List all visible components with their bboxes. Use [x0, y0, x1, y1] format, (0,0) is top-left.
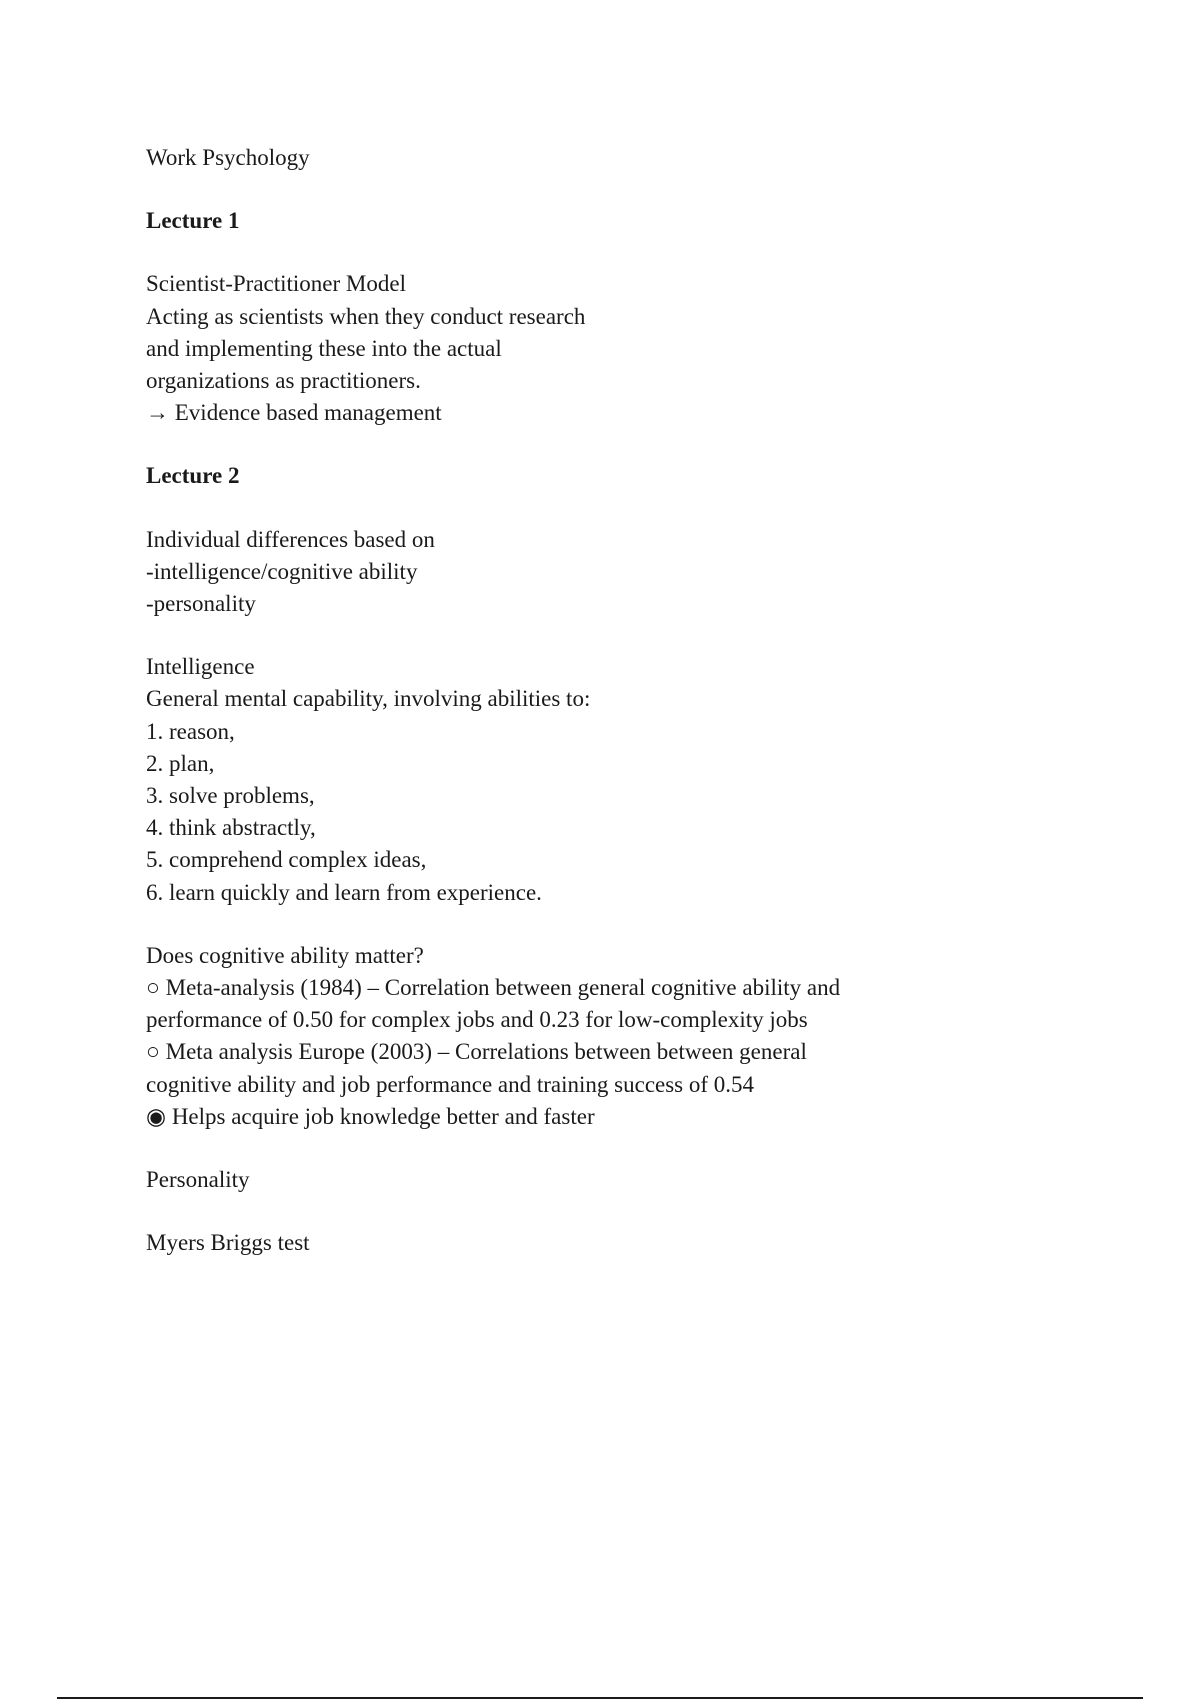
spacer [146, 1196, 1046, 1227]
list-item: 5. comprehend complex ideas, [146, 847, 427, 873]
paragraph-line: Individual differences based on [146, 526, 435, 552]
page-bottom-rule [57, 1697, 1143, 1699]
paragraph-line: performance of 0.50 for complex jobs and 0.23 for low-complexity jobs [146, 1007, 808, 1033]
paragraph-line: → Evidence based management [146, 400, 442, 426]
myers-briggs-line: Myers Briggs test [146, 1230, 310, 1256]
list-item: 2. plan, [146, 750, 215, 776]
individual-differences-section [146, 524, 1046, 621]
paragraph-line: Scientist-Practitioner Model [146, 271, 406, 297]
spacer [146, 237, 1046, 268]
spacer [146, 620, 1046, 651]
spacer [146, 909, 1046, 940]
cognitive-ability-section [146, 940, 1046, 1133]
paragraph-line: General mental capability, involving abilities to: [146, 686, 591, 712]
list-item: 1. reason, [146, 718, 235, 744]
spacer [146, 1133, 1046, 1164]
paragraph-line: Does cognitive ability matter? [146, 942, 424, 968]
bullet-item: ◉ Helps acquire job knowledge better and faster [146, 1103, 595, 1129]
spacer [146, 174, 1046, 205]
list-item: 4. think abstractly, [146, 815, 316, 841]
bullet-item: ○ Meta-analysis (1984) – Correlation between general cognitive ability and [146, 975, 841, 1001]
spacer [146, 429, 1046, 460]
document-title: Work Psychology [146, 145, 310, 170]
list-item: 3. solve problems, [146, 783, 315, 809]
lecture-1-heading: Lecture 1 [146, 208, 240, 234]
paragraph-line: and implementing these into the actual [146, 335, 502, 361]
personality-heading: Personality [146, 1167, 250, 1193]
lecture-2-heading: Lecture 2 [146, 463, 240, 489]
paragraph-line: organizations as practitioners. [146, 368, 421, 394]
paragraph-line: cognitive ability and job performance and training success of 0.54 [146, 1071, 755, 1097]
bullet-item: ○ Meta analysis Europe (2003) – Correlations between between general [146, 1039, 807, 1065]
scientist-practitioner-section [146, 268, 1046, 429]
list-item: 6. learn quickly and learn from experience. [146, 879, 542, 905]
paragraph-line: Intelligence [146, 654, 255, 680]
spacer [146, 493, 1046, 524]
document-body [146, 142, 1046, 1259]
paragraph-line: -personality [146, 591, 256, 617]
paragraph-line: Acting as scientists when they conduct research [146, 303, 586, 329]
paragraph-line: -intelligence/cognitive ability [146, 558, 418, 584]
intelligence-section [146, 651, 1046, 909]
